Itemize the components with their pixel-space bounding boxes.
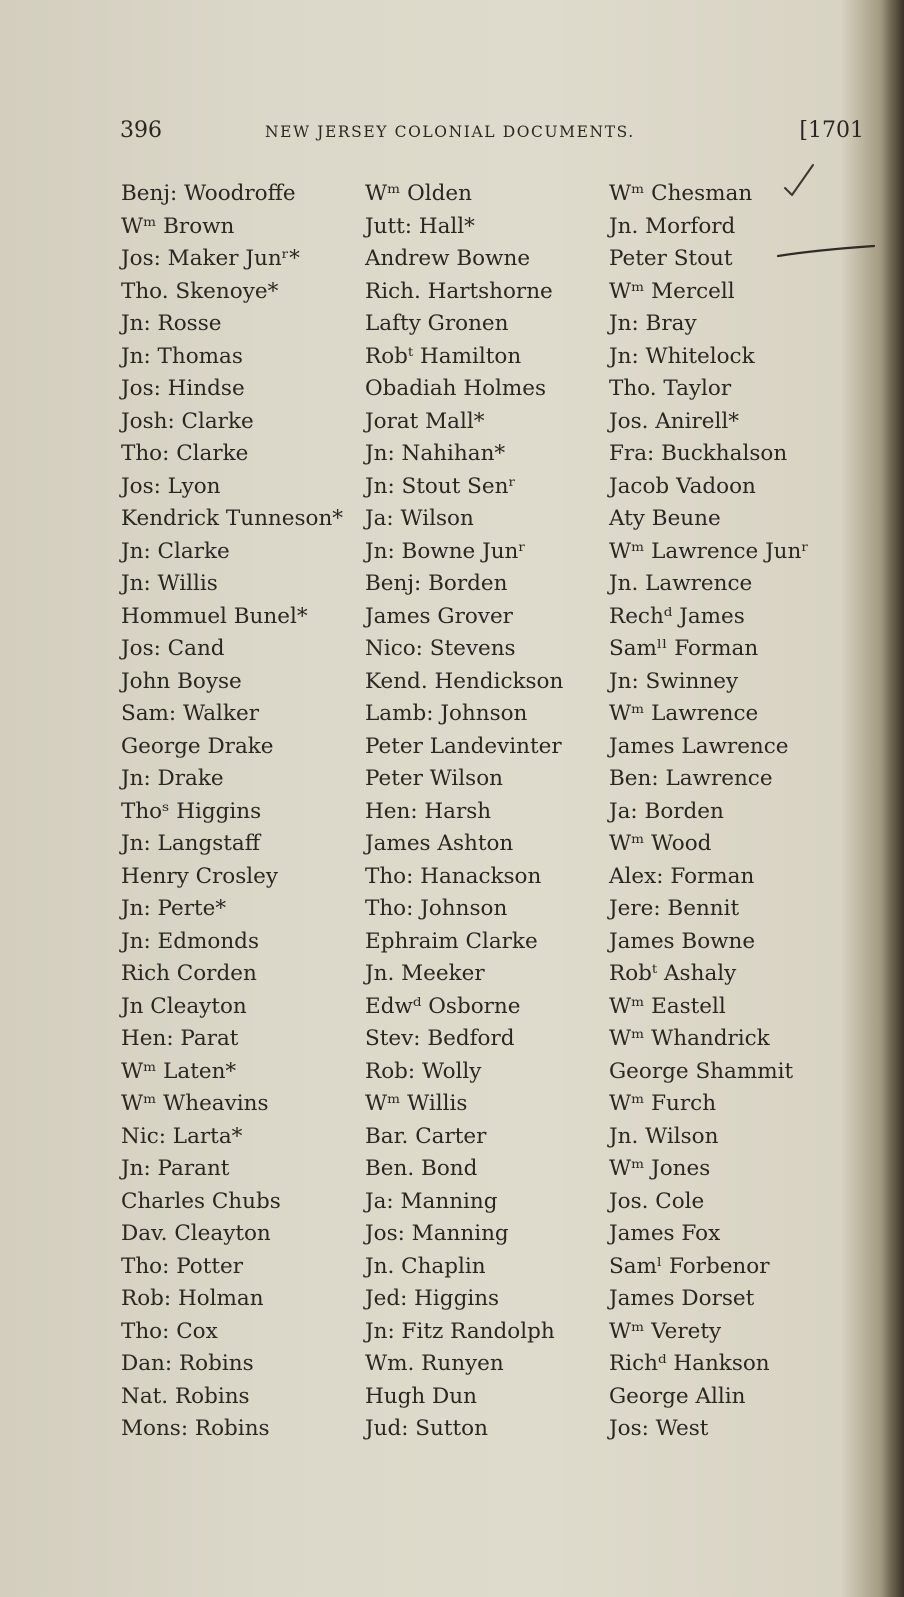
name-entry: Rechᵈ James <box>609 603 745 629</box>
name-entry: Wᵐ Chesman <box>609 181 753 206</box>
name-entry: Tho. Taylor <box>609 376 732 401</box>
name-entry: Tho. Skenoye* <box>121 278 279 304</box>
name-entry: Ja: Borden <box>609 798 724 824</box>
name-entry: James Ashton <box>365 831 514 856</box>
pencil-check-mark-icon <box>782 162 816 198</box>
name-column-3 <box>609 178 809 1446</box>
name-entry: Jn: Drake <box>121 766 224 791</box>
name-entry: Jos. Cole <box>609 1188 705 1214</box>
name-entry: Mons: Robins <box>121 1416 270 1441</box>
name-entry: Jn. Chaplin <box>365 1253 486 1279</box>
name-entry: Tho: Clarke <box>121 441 249 466</box>
name-entry: Ja: Manning <box>365 1188 498 1214</box>
name-entry: James Lawrence <box>609 733 789 759</box>
name-entry: Jn. Lawrence <box>609 571 753 596</box>
name-entry: Samˡ Forbenor <box>609 1253 770 1279</box>
name-entry: Wᵐ Furch <box>609 1091 717 1116</box>
name-entry: Wᵐ Whandrick <box>609 1026 770 1051</box>
name-entry: Richᵈ Hankson <box>609 1351 770 1376</box>
name-entry: Samˡˡ Forman <box>609 636 759 661</box>
name-entry: James Dorset <box>609 1286 755 1311</box>
name-entry: Jos: Cand <box>121 636 225 661</box>
name-entry: Ben. Bond <box>365 1156 478 1181</box>
name-entry: Jed: Higgins <box>365 1286 500 1311</box>
name-entry: Robᵗ Ashaly <box>609 961 737 986</box>
name-entry: Nico: Stevens <box>365 636 516 661</box>
name-entry: Wᵐ Lawrence Junʳ <box>609 538 809 564</box>
running-title: NEW JERSEY COLONIAL DOCUMENTS. <box>265 123 635 141</box>
name-entry: Andrew Bowne <box>365 246 531 271</box>
name-entry: Lafty Gronen <box>365 311 509 336</box>
name-entry: Sam: Walker <box>121 701 259 726</box>
name-entry: Fra: Buckhalson <box>609 441 788 466</box>
name-entry: Jn: Willis <box>121 571 218 596</box>
name-entry: Kendrick Tunneson* <box>121 506 344 531</box>
name-entry: Hommuel Bunel* <box>121 603 308 629</box>
name-entry: Rich Corden <box>121 961 257 986</box>
name-entry: Benj: Woodroffe <box>121 181 296 206</box>
name-entry: Alex: Forman <box>609 863 755 889</box>
name-entry: Aty Beune <box>609 506 721 531</box>
name-entry: Edwᵈ Osborne <box>365 993 521 1019</box>
name-entry: Lamb: Johnson <box>365 701 528 726</box>
name-entry: Jutt: Hall* <box>365 213 475 239</box>
name-entry: Obadiah Holmes <box>365 376 547 401</box>
name-entry: Peter Stout <box>609 246 733 271</box>
name-entry: James Grover <box>365 603 513 629</box>
name-entry: Hen: Parat <box>121 1026 239 1051</box>
name-entry: Wᵐ Eastell <box>609 993 726 1019</box>
name-entry: Henry Crosley <box>121 863 279 889</box>
page-number: 396 <box>120 118 162 143</box>
name-entry: Tho: Potter <box>121 1253 244 1279</box>
name-entry: Wᵐ Lawrence <box>609 701 759 726</box>
name-entry: Rob: Holman <box>121 1286 264 1311</box>
pencil-underline-mark-icon <box>776 240 876 264</box>
page-edge-shadow <box>882 0 904 1597</box>
name-entry: Jorat Mall* <box>365 408 485 434</box>
name-entry: John Boyse <box>121 668 242 694</box>
name-entry: Tho: Cox <box>121 1318 218 1344</box>
year-marker: [1701 <box>799 118 864 143</box>
name-entry: Jere: Bennit <box>609 896 740 921</box>
name-entry: Jn: Parant <box>121 1156 230 1181</box>
name-entry: Jn: Fitz Randolph <box>365 1318 555 1344</box>
name-entry: Dan: Robins <box>121 1351 254 1376</box>
name-entry: Wᵐ Wood <box>609 831 712 856</box>
name-entry: Wᵐ Verety <box>609 1318 722 1344</box>
name-entry: Jn Cleayton <box>121 993 247 1019</box>
name-entry: Rob: Wolly <box>365 1058 482 1084</box>
name-entry: Benj: Borden <box>365 571 508 596</box>
name-entry: Tho: Hanackson <box>365 863 542 889</box>
name-entry: Wᵐ Laten* <box>121 1058 237 1084</box>
name-entry: Wᵐ Jones <box>609 1156 711 1181</box>
name-entry: George Drake <box>121 733 274 759</box>
name-entry: Jn: Nahihan* <box>365 441 506 466</box>
name-entry: Jos: West <box>609 1416 709 1441</box>
name-entry: Peter Landevinter <box>365 733 562 759</box>
name-entry: James Bowne <box>609 928 756 954</box>
name-entry: Ja: Wilson <box>365 506 474 531</box>
name-entry: Wm. Runyen <box>365 1351 504 1376</box>
name-entry: Jos: Maker Junʳ* <box>121 246 300 271</box>
name-column-2 <box>365 178 563 1446</box>
name-entry: Dav. Cleayton <box>121 1221 271 1246</box>
name-entry: Wᵐ Brown <box>121 213 235 239</box>
name-entry: Tho: Johnson <box>365 896 508 921</box>
name-entry: Nat. Robins <box>121 1383 250 1409</box>
name-entry: Jn: Rosse <box>121 311 222 336</box>
name-entry: Robᵗ Hamilton <box>365 343 522 369</box>
name-entry: Wᵐ Willis <box>365 1091 468 1116</box>
name-entry: Hugh Dun <box>365 1383 477 1409</box>
name-entry: George Shammit <box>609 1058 794 1084</box>
name-entry: Rich. Hartshorne <box>365 278 553 304</box>
name-entry: Stev: Bedford <box>365 1026 515 1051</box>
name-entry: Jn: Bray <box>609 311 697 336</box>
name-entry: Thoˢ Higgins <box>121 798 262 824</box>
name-entry: Kend. Hendickson <box>365 668 564 694</box>
name-entry: Wᵐ Mercell <box>609 278 735 304</box>
name-entry: Josh: Clarke <box>121 408 254 434</box>
name-entry: George Allin <box>609 1383 746 1409</box>
name-entry: Jn. Wilson <box>609 1123 719 1149</box>
name-entry: James Fox <box>609 1221 721 1246</box>
name-entry: Ben: Lawrence <box>609 766 773 791</box>
name-entry: Charles Chubs <box>121 1188 281 1214</box>
name-entry: Jn. Meeker <box>365 961 485 986</box>
name-entry: Jud: Sutton <box>365 1416 488 1441</box>
name-column-1 <box>121 178 343 1446</box>
name-entry: Jn: Bowne Junʳ <box>365 538 526 564</box>
name-entry: Jn. Morford <box>609 213 736 239</box>
name-entry: Jn: Langstaff <box>121 831 261 856</box>
name-entry: Jn: Perte* <box>121 896 227 921</box>
name-entry: Jn: Stout Senʳ <box>365 473 516 499</box>
name-entry: Nic: Larta* <box>121 1123 243 1149</box>
name-entry: Jn: Whitelock <box>609 343 755 369</box>
name-entry: Jacob Vadoon <box>609 473 756 499</box>
name-entry: Jn: Thomas <box>121 343 243 369</box>
name-entry: Ephraim Clarke <box>365 928 538 954</box>
name-entry: Peter Wilson <box>365 766 503 791</box>
name-entry: Wᵐ Wheavins <box>121 1091 269 1116</box>
name-entry: Bar. Carter <box>365 1123 487 1149</box>
name-entry: Jos. Anirell* <box>609 408 740 434</box>
name-entry: Jn: Edmonds <box>121 928 259 954</box>
running-header <box>120 118 864 150</box>
name-entry: Jn: Clarke <box>121 538 230 564</box>
name-entry: Jos: Lyon <box>121 473 221 499</box>
name-entry: Hen: Harsh <box>365 798 492 824</box>
name-entry: Jos: Hindse <box>121 376 245 401</box>
name-entry: Jn: Swinney <box>609 668 739 694</box>
name-entry: Wᵐ Olden <box>365 181 472 206</box>
name-entry: Jos: Manning <box>365 1221 509 1246</box>
